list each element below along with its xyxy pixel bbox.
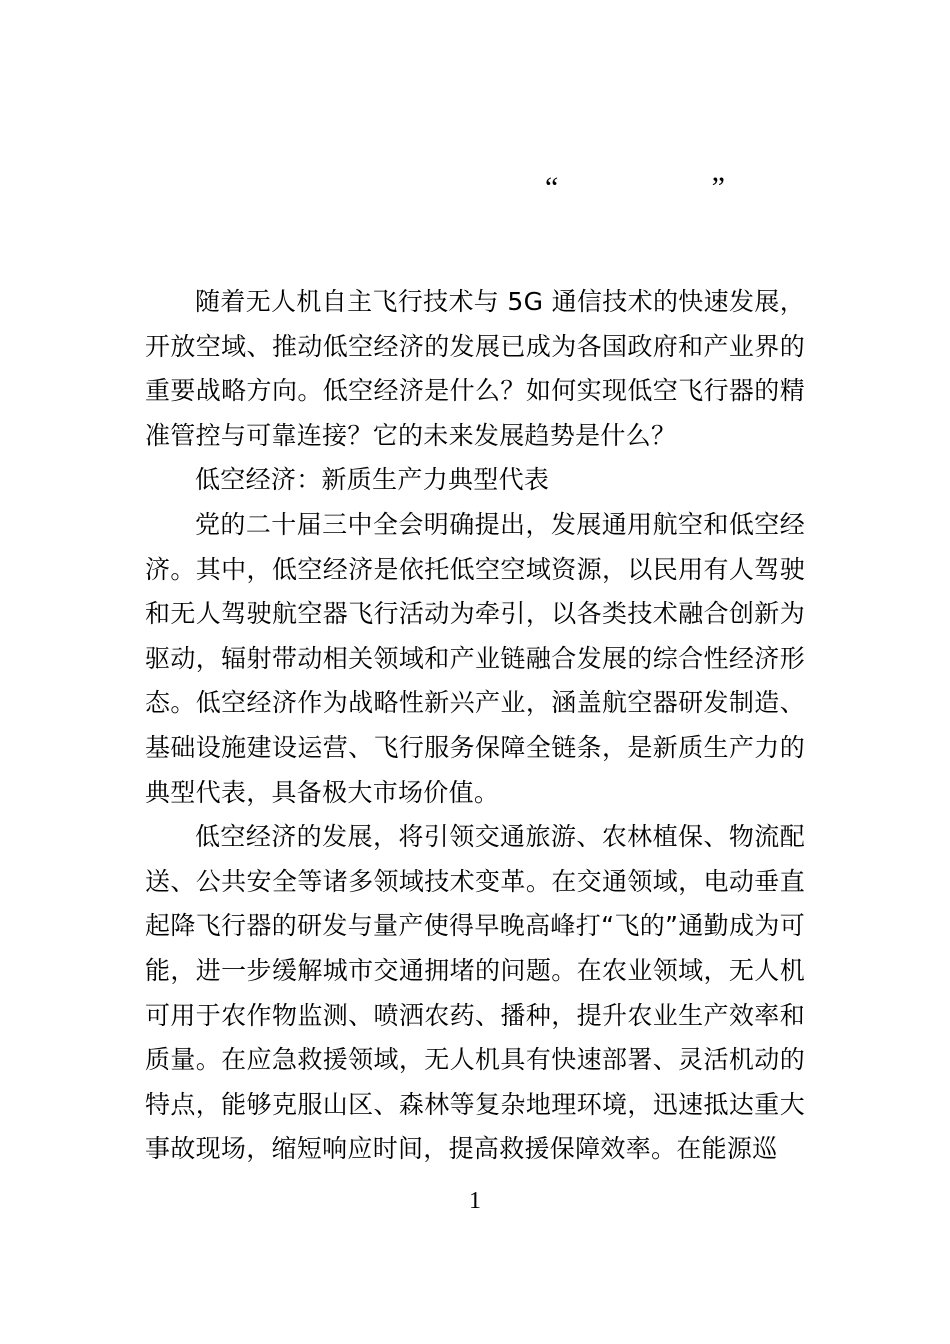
document-body — [145, 280, 805, 1172]
document-title — [545, 168, 725, 208]
paragraph-intro: 随着无人机自主飞行技术与 5G 通信技术的快速发展，开放空域、推动低空经济的发展已成为各国政府和产业界的重要战略方向。低空经济是什么？如何实现低空飞行器的精准管控与可靠连接？它的未来发展趋势是什么？ — [145, 287, 805, 450]
title-open-quote: “ — [545, 171, 559, 204]
page-number: 1 — [469, 1188, 481, 1214]
section-heading: 低空经济：新质生产力典型代表 — [195, 465, 550, 495]
paragraph-applications: 低空经济的发展，将引领交通旅游、农林植保、物流配送、公共安全等诸多领域技术变革。在交通领域，电动垂直起降飞行器的研发与量产使得早晚高峰打“飞的”通勤成为可能，进一步缓解城市交通拥堵的问题。在农业领域，无人机可用于农作物监测、喷洒农药、播种，提升农业生产效率和质量。在应急救援领域，无人机具有快速部署、灵活机动的特点，能够克服山区、森林等复杂地理环境，迅速抵达重大事故现场，缩短响应时间，提高救援保障效率。在能源巡 — [145, 822, 805, 1164]
title-close-quote: ” — [711, 171, 725, 204]
paragraph-definition: 党的二十届三中全会明确提出，发展通用航空和低空经济。其中，低空经济是依托低空空域资源，以民用有人驾驶和无人驾驶航空器飞行活动为牵引，以各类技术融合创新为驱动，辐射带动相关领域和产业链融合发展的综合性经济形态。低空经济作为战略性新兴产业，涵盖航空器研发制造、基础设施建设运营、飞行服务保障全链条，是新质生产力的典型代表，具备极大市场价值。 — [145, 509, 805, 807]
